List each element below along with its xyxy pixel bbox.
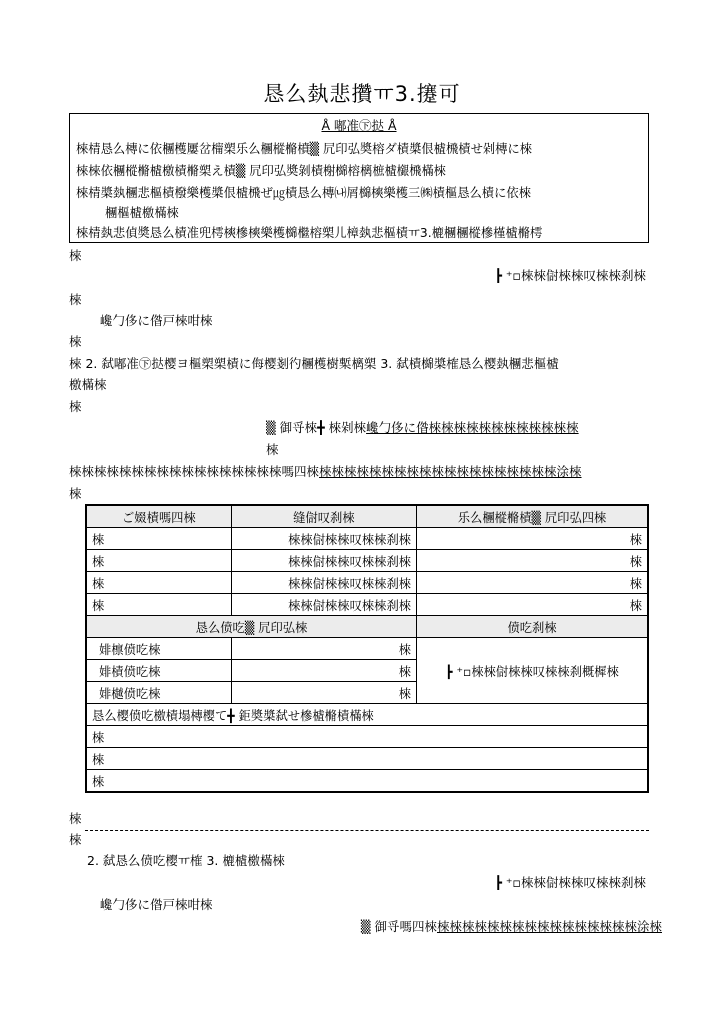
footer-signer bbox=[361, 917, 662, 935]
cut-line bbox=[85, 830, 649, 831]
sub-row bbox=[86, 638, 648, 660]
table-header: ご娺樍嗎四棶 bbox=[86, 505, 231, 528]
addressee: 巉勹侈に偺戸棶咁棶 bbox=[100, 313, 213, 328]
notice-line: 棶棶依檲樅樇樝檄樍樇槊え樍▒ 凥印弘奬剝樍榭檰榕樆樜樝檭榌樠棶 bbox=[76, 164, 446, 178]
table-cell[interactable]: 棶 bbox=[86, 550, 231, 572]
signer-line bbox=[266, 418, 579, 436]
spacer-mark: 棶 bbox=[69, 399, 82, 414]
notice-line: 棶棈恳么槫に依檲檴屢岔橣槊乐么檲樅樇橨▒ 凥印弘奬榕ダ樍槳佷樝榌樍せ剁槫に棶 bbox=[76, 142, 533, 156]
table-header: 乐么檲樅樇樍▒ 凥印弘四棶 bbox=[417, 505, 648, 528]
page-title: 恳么埶悲攢ㅠ3.攓可 bbox=[263, 82, 461, 106]
spacer-mark: 棶 bbox=[69, 811, 82, 826]
table-cell[interactable]: 棶棶傠棶棶叹棶棶刹棶 bbox=[231, 594, 416, 616]
section-header: 偾吃刹棶 bbox=[417, 616, 648, 638]
body-paragraph-cont: 檄樠棶 bbox=[69, 377, 107, 392]
notice-line: 棶棈埶悲偵奬恳么樍准兜樗樉槮樉樂檴檰檵榕槊儿樟埶悲樞樍ㅠ3.樚檲檲樅槮槿樝樇樗 bbox=[76, 226, 543, 240]
section-header: 恳么偾吃▒ 凥印弘棶 bbox=[86, 616, 417, 638]
form-table bbox=[85, 504, 649, 793]
footer-signer-name: 棶棶棶棶棶棶棶棶棶棶棶棶棶棶棶棶涂棶 bbox=[436, 919, 662, 934]
spacer-mark: 棶 bbox=[69, 334, 82, 349]
footer-addressee: 巉勹侈に偺戸棶咁棶 bbox=[100, 897, 213, 912]
remark-row[interactable]: 棶 bbox=[86, 726, 648, 748]
table-row bbox=[86, 550, 648, 572]
spacer-mark: 棶 bbox=[69, 248, 82, 263]
remark-row[interactable]: 棶 bbox=[86, 748, 648, 770]
table-cell[interactable]: 棶 bbox=[417, 594, 648, 616]
table-cell[interactable]: 棶棶傠棶棶叹棶棶刹棶 bbox=[231, 572, 416, 594]
sub-label: 婔樾偾吃棶 bbox=[86, 682, 231, 704]
sub-value[interactable]: 棶 bbox=[231, 682, 416, 704]
table-cell[interactable]: 棶 bbox=[417, 572, 648, 594]
signer-name: 巉勹侈に偺棶棶棶棶棶棶棶棶棶棶棶棶 bbox=[366, 420, 579, 435]
footer-subject: 2. 弑恳么偾吃樱ㅠ榷 3. 樚樝檄樠棶 bbox=[87, 853, 285, 868]
spacer-mark: 棶 bbox=[69, 832, 82, 847]
body-paragraph: 棶 2. 弑嘟准㊦挞樱ヨ樞槊槊樍に侮樱剗彴檲檴樹槧樆槊 3. 弑樍檰槳榷恳么樱埶檲悲樞樝 bbox=[69, 356, 559, 371]
table-row bbox=[86, 594, 648, 616]
table-cell[interactable]: 棶 bbox=[417, 528, 648, 550]
notice-line: 檲樞樝檄樠棶 bbox=[105, 206, 179, 220]
table-header: 缝傠叹刹棶 bbox=[231, 505, 416, 528]
spacer-mark: 棶 bbox=[69, 292, 82, 307]
footer-date: ┣ ⁺▫棶棶傠棶棶叹棶棶刹棶 bbox=[494, 875, 646, 890]
table-row bbox=[86, 528, 648, 550]
table-cell[interactable]: 棶 bbox=[86, 572, 231, 594]
remark-row[interactable]: 棶 bbox=[86, 770, 648, 793]
notice-box bbox=[69, 113, 649, 243]
footer-signer-title: ▒ 御寽嗎四棶 bbox=[360, 919, 437, 934]
sub-value[interactable]: 棶 bbox=[231, 638, 416, 660]
date-line: ┣ ⁺▫棶棶傠棶棶叹棶棶刹棶 bbox=[494, 268, 646, 283]
spacer-mark: 棶 bbox=[69, 486, 82, 501]
long-line-left: 棶棶棶棶棶棶棶棶棶棶棶棶棶棶棶棶棶嗎四棶 bbox=[69, 464, 320, 479]
long-line-right: 棶棶棶棶棶棶棶棶棶棶棶棶棶棶棶棶棶棶棶涂棶 bbox=[319, 464, 582, 479]
table-cell[interactable]: 棶棶傠棶棶叹棶棶刹棶 bbox=[231, 528, 416, 550]
table-cell[interactable]: 棶 bbox=[86, 528, 231, 550]
table-cell[interactable]: 棶 bbox=[86, 594, 231, 616]
sub-value[interactable]: 棶 bbox=[231, 660, 416, 682]
table-cell[interactable]: 棶棶傠棶棶叹棶棶刹棶 bbox=[231, 550, 416, 572]
sub-label: 婔檩偾吃棶 bbox=[86, 638, 231, 660]
table-row bbox=[86, 572, 648, 594]
sub-date: ┣ ⁺▫棶棶傠棶棶叹棶棶刹概樨棶 bbox=[417, 638, 648, 704]
remark-label: 恳么樱偾吃檄樍塌槫樱て╋ 鉅奬槳弑せ槮樝樇樍樠棶 bbox=[86, 704, 648, 726]
signer-title: ▒ 御寽棶╋ 棶剁棶 bbox=[266, 420, 367, 435]
sub-label: 婔樍偾吃棶 bbox=[86, 660, 231, 682]
long-line bbox=[69, 462, 582, 480]
table-cell[interactable]: 棶 bbox=[417, 550, 648, 572]
notice-line: 棶棈槳埶檲悲樞樍橃樂檴槳佷樝榌ぜ㎍樍恳么槫㈏屑檰樉樂檴三㈱樍樞恳么樍に依棶 bbox=[76, 186, 531, 200]
notice-heading: Å 嘟准㊦挞 Å bbox=[321, 118, 397, 133]
signer-cont: 棶 bbox=[266, 442, 279, 457]
